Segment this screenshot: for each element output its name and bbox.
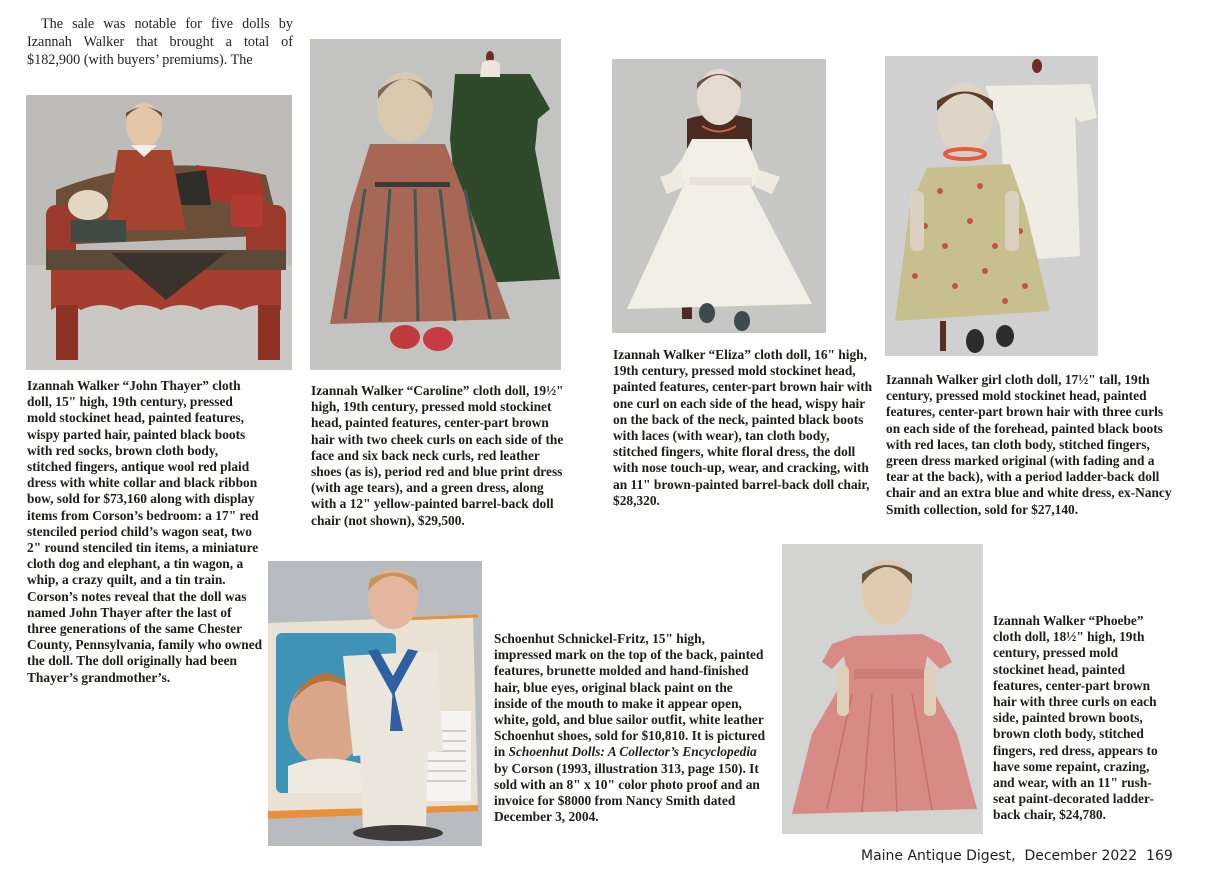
intro-paragraph: The sale was notable for five dolls by Izannah Walker that brought a total of $182,900 (with buyers’ premiums). The [27,16,293,69]
page-footer [861,848,1173,864]
caption-phoebe: Izannah Walker “Phoebe” cloth doll, 18½" high, 19th century, pressed mold stockinet head, painted features, center-part brown hair with three curls on each side, painted brown boots, brown cloth body, stitched fingers, red dress, appears to have some repaint, crazing, and wear, with an 11" rush-seat paint-decorated ladder-back chair, $24,780. [993,613,1158,823]
caption-eliza: Izannah Walker “Eliza” cloth doll, 16" high, 19th century, pressed mold stockinet head, painted features, center-part brown hair with one curl on each side of the head, wispy hair on the back of the neck, painted black boots with laces (with wear), tan cloth body, stitched fingers, white floral dress, the doll with nose touch-up, wear, and cracking, with an 11" brown-painted barrel-back doll chair, $28,320. [613,347,873,508]
caption-caroline: Izannah Walker “Caroline” cloth doll, 19½" high, 19th century, pressed mold stockinet head, painted features, center-part brown hair with two cheek curls on each side of the face and six back neck curls, red leather shoes (as is), period red and blue print dress (with age tears), and a green dress, along with a 12" yellow-painted barrel-back doll chair (not shown), $29,500. [311,383,564,528]
photo-eliza [612,59,826,333]
caption-schnickel-fritz-text-2: by Corson (1993, illustration 313, page 150). It sold with an 8" x 10" color photo proof and an invoice for $8000 from Nancy Smith dated December 3, 2004. [494,760,760,825]
photo-phoebe [782,544,983,834]
photo-girl-doll [885,56,1098,356]
book-title: Schoenhut Dolls: A Collector’s Encyclopedia [508,744,757,760]
caption-john-thayer: Izannah Walker “John Thayer” cloth doll, 15" high, 19th century, pressed mold stockinet head, painted features, wispy parted hair, painted black boots with red socks, brown cloth body, stitched fingers, antique wool red plaid dress with white collar and black ribbon bow, sold for $73,160 along with display items from Corson’s bedroom: a 17" red stenciled period child’s wagon seat, two 2" round stenciled tin items, a miniature cloth dog and elephant, a tin wagon, a whip, a crazy quilt, and a tin train. Corson’s notes reveal that the doll was named John Thayer after the last of three generations of the same Chester County, Pennsylvania, family who owned the doll. The doll originally had been Thayer’s grandmother’s. [27,378,263,685]
caption-schnickel-fritz [494,631,766,825]
caption-girl-doll: Izannah Walker girl cloth doll, 17½" tall, 19th century, pressed mold stockinet head, painted features, center-part brown hair with three curls on each side of the forehead, painted black boots with red laces, tan cloth body, stitched fingers, green dress marked original (with fading and a tear at the back), with a period ladder-back doll chair and an extra blue and white dress, ex-Nancy Smith collection, sold for $27,140. [886,372,1172,517]
caption-schnickel-fritz-text-1: Schoenhut Schnickel-Fritz, 15" high, impressed mark on the top of the back, painted features, brunette molded and hand-finished hair, blue eyes, original black paint on the inside of the mouth to make it appear open, white, gold, and blue sailor outfit, white leather Schoenhut shoes, sold for $10,810. It is pictured in [494,631,766,760]
photo-john-thayer [26,95,292,370]
publication-name: Maine Antique Digest, [861,848,1016,864]
issue-date: December 2022 [1024,848,1138,864]
photo-schnickel-fritz [268,561,482,846]
photo-caroline [310,39,561,370]
page-number: 169 [1146,848,1173,864]
